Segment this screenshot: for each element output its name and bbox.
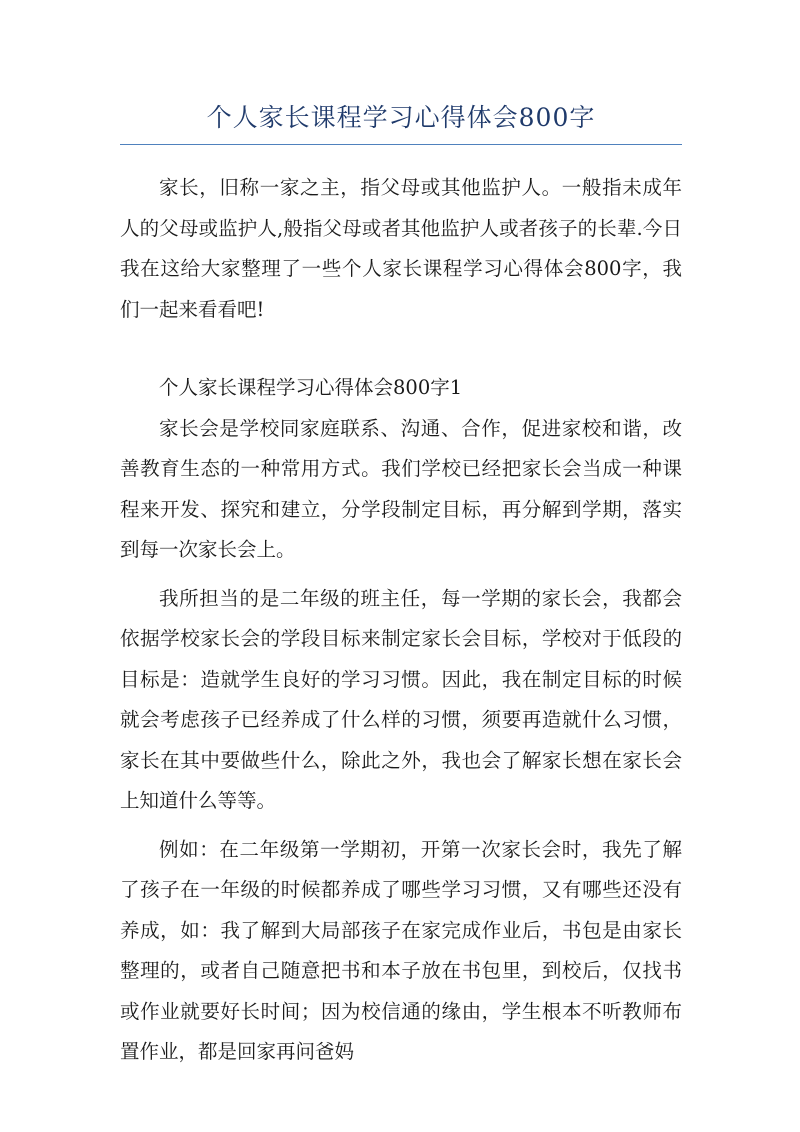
section-spacer bbox=[120, 330, 682, 364]
intro-paragraph: 家长，旧称一家之主，指父母或其他监护人。一般指未成年人的父母或监护人,般指父母或者其他监护人或者孩子的长辈.今日我在这给大家整理了一些个人家长课程学习心得体会800字，我们一起来看看吧! bbox=[120, 176, 682, 321]
section-heading: 个人家长课程学习心得体会800字1 bbox=[159, 376, 463, 399]
body-paragraph: 家长会是学校同家庭联系、沟通、合作，促进家校和谐，改善教育生态的一种常用方式。我们学校已经把家长会当成一种课程来开发、探究和建立，分学段制定目标，再分解到学期，落实到每一次家长会上。 bbox=[120, 416, 682, 561]
title-underline bbox=[120, 144, 682, 145]
document-title: 个人家长课程学习心得体会800字 bbox=[206, 103, 596, 132]
body-paragraph: 我所担当的是二年级的班主任，每一学期的家长会，我都会依据学校家长会的学段目标来制定家长会目标，学校对于低段的目标是：造就学生良好的学习习惯。因此，我在制定目标的时候就会考虑孩子已经养成了什么样的习惯，须要再造就什么习惯，家长在其中要做些什么，除此之外，我也会了解家长想在家长会上知道什么等等。 bbox=[120, 586, 682, 812]
paragraph-gap bbox=[120, 822, 682, 830]
body-paragraph: 例如：在二年级第一学期初，开第一次家长会时，我先了解了孩子在一年级的时候都养成了哪些学习习惯，又有哪些还没有养成，如：我了解到大局部孩子在家完成作业后，书包是由家长整理的，或者自己随意把书和本子放在书包里，到校后，仅找书或作业就要好长时间；因为校信通的缘由，学生根本不听教师布置作业，都是回家再问爸妈 bbox=[120, 837, 682, 1063]
document-body bbox=[120, 168, 682, 1073]
paragraph-gap bbox=[120, 571, 682, 579]
